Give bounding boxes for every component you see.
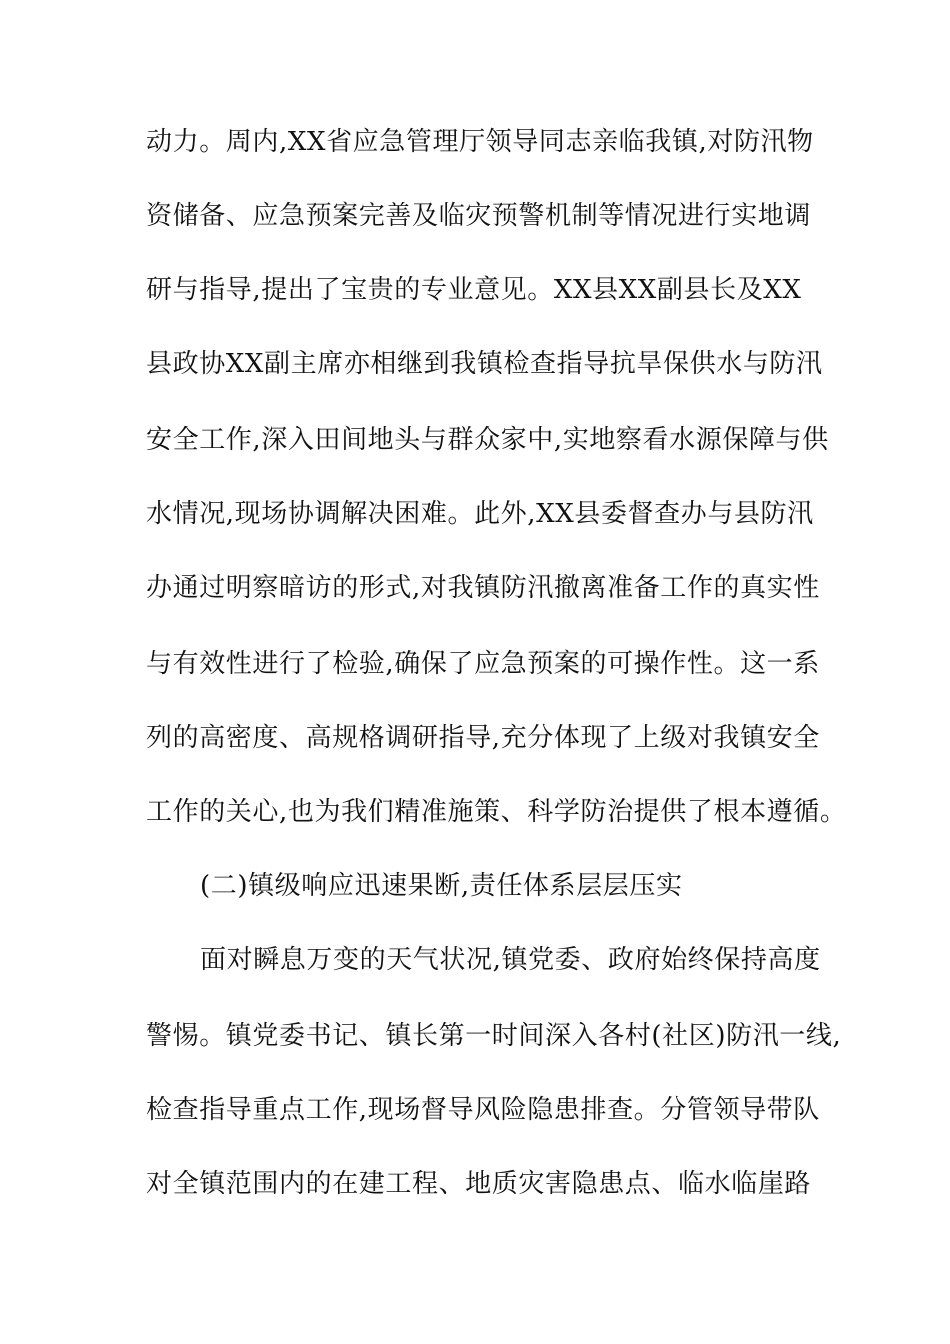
text-line-7: 办通过明察暗访的形式,对我镇防汛撤离准备工作的真实性: [146, 573, 820, 603]
text-line-14: 检查指导重点工作,现场督导风险隐患排查。分管领导带队: [146, 1095, 820, 1125]
text-line-1: 动力。周内,XX省应急管理厅领导同志亲临我镇,对防汛物: [146, 127, 814, 157]
text-line-2: 资储备、应急预案完善及临灾预警机制等情况进行实地调: [146, 201, 812, 231]
text-line-4: 县政协XX副主席亦相继到我镇检查指导抗旱保供水与防汛: [146, 349, 823, 379]
text-line-10: 工作的关心,也为我们精准施策、科学防治提供了根本遵循。: [146, 797, 847, 827]
text-line-5: 安全工作,深入田间地头与群众家中,实地察看水源保障与供: [146, 425, 829, 455]
section-heading: (二)镇级响应迅速果断,责任体系层层压实: [200, 871, 683, 901]
text-line-8: 与有效性进行了检验,确保了应急预案的可操作性。这一系: [146, 649, 820, 679]
text-line-3: 研与指导,提出了宝贵的专业意见。XX县XX副县长及XX: [146, 275, 802, 305]
text-line-15: 对全镇范围内的在建工程、地质灾害隐患点、临水临崖路: [146, 1169, 812, 1199]
text-line-9: 列的高密度、高规格调研指导,充分体现了上级对我镇安全: [146, 723, 820, 753]
text-line-12: 面对瞬息万变的天气状况,镇党委、政府始终保持高度: [200, 945, 821, 975]
text-line-13: 警惕。镇党委书记、镇长第一时间深入各村(社区)防汛一线,: [146, 1021, 842, 1051]
text-line-6: 水情况,现场协调解决困难。此外,XX县委督查办与县防汛: [146, 499, 814, 529]
